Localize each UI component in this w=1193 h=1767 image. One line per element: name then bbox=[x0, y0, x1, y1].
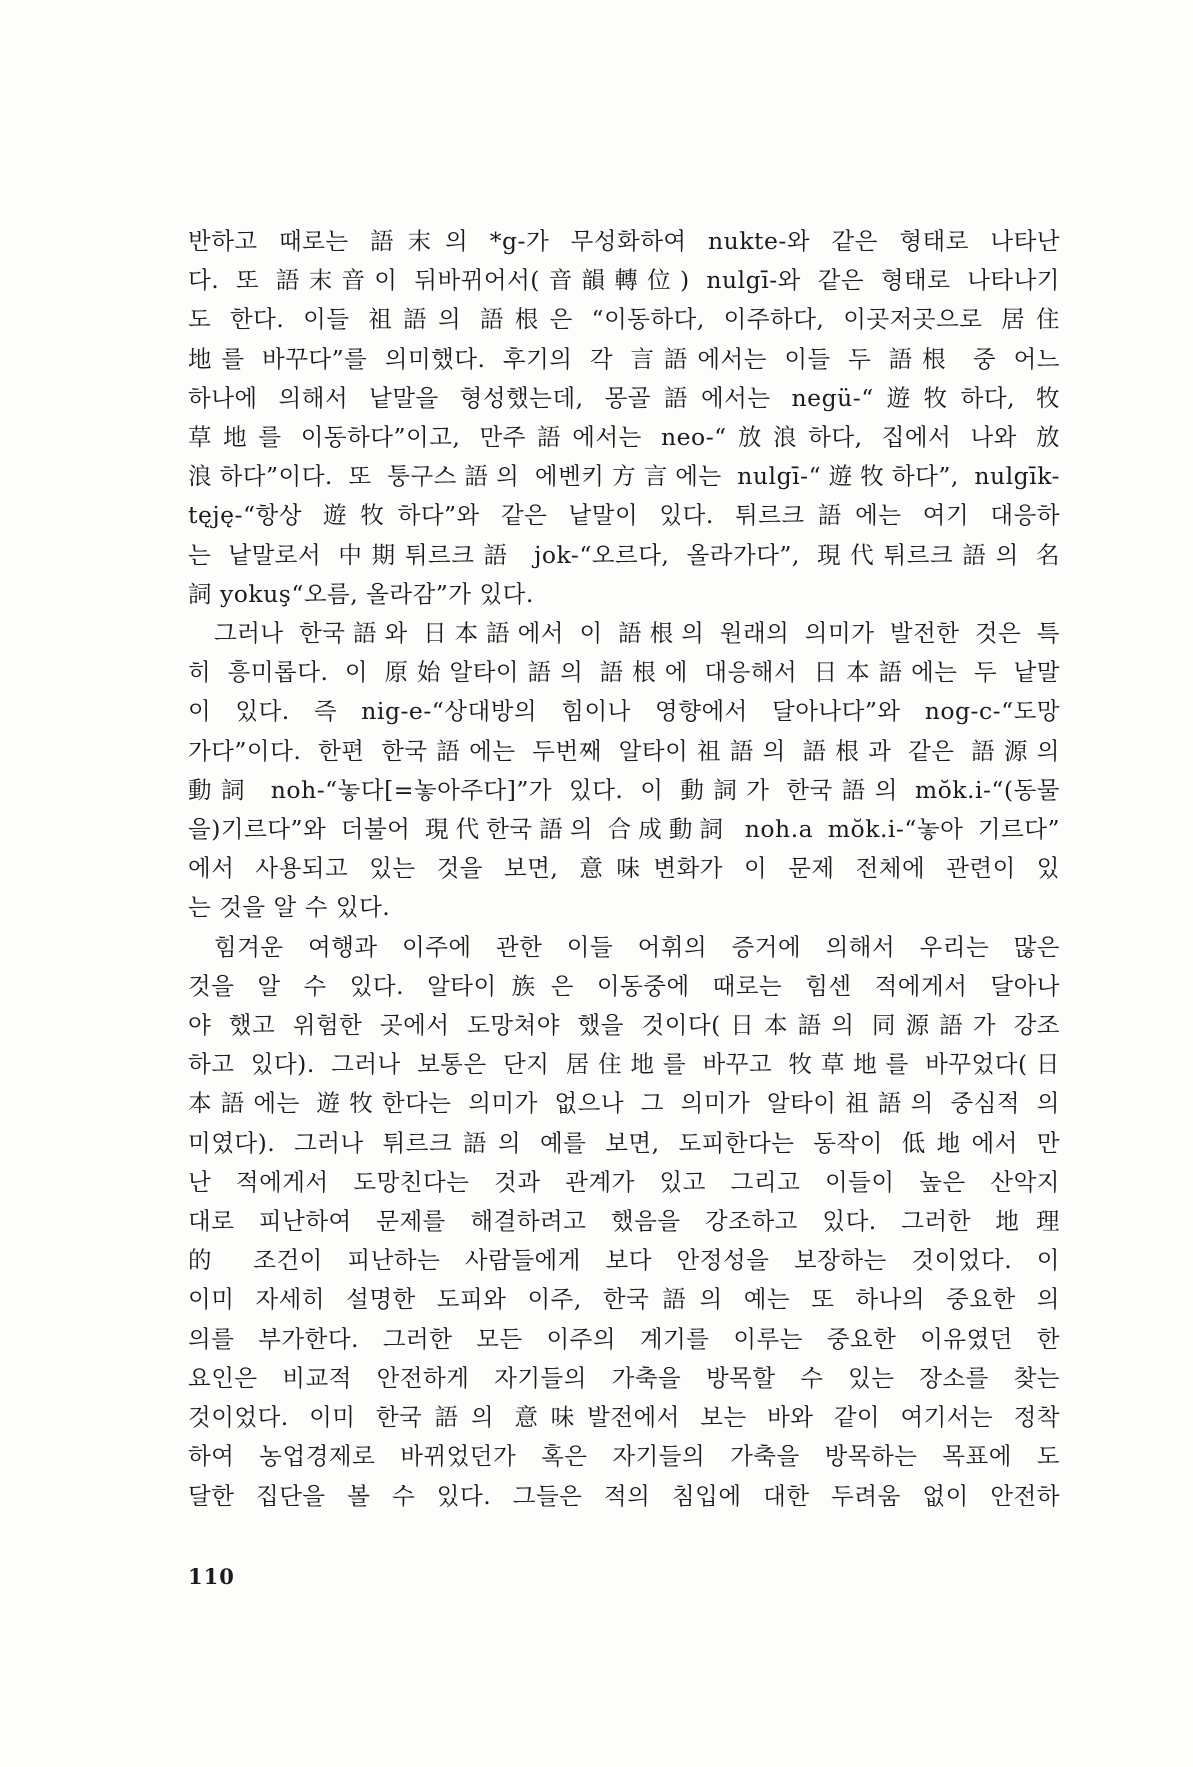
text-line: 本語에는 遊牧한다는 의미가 없으나 그 의미가 알타이祖語의 중심적 의 bbox=[188, 1089, 1060, 1118]
text-line: 的 조건이 피난하는 사람들에게 보다 안정성을 보장하는 것이었다. 이 bbox=[188, 1246, 1060, 1275]
text-line: 을)기르다”와 더불어 現代한국語의 合成動詞 noh.a mŏk.i-“놓아 기르다” bbox=[188, 815, 1060, 844]
text-line: 하여 농업경제로 바뀌었던가 혹은 자기들의 가축을 방목하는 목표에 도 bbox=[188, 1442, 1060, 1471]
text-line: 난 적에게서 도망친다는 것과 관계가 있고 그리고 이들이 높은 산악지 bbox=[188, 1167, 1060, 1196]
text-line: 것이었다. 이미 한국語의 意味발전에서 보는 바와 같이 여기서는 정착 bbox=[188, 1403, 1060, 1432]
text-line: 하나에 의해서 낱말을 형성했는데, 몽골語에서는 negü-“遊牧하다, 牧 bbox=[188, 383, 1060, 412]
text-line: 이 있다. 즉 nig-e-“상대방의 힘이나 영향에서 달아나다”와 nog-c-“도망 bbox=[188, 697, 1060, 726]
text-line: 草地를 이동하다”이고, 만주語에서는 neo-“放浪하다, 집에서 나와 放 bbox=[188, 423, 1060, 452]
body-text bbox=[188, 222, 1060, 1516]
text-line: 詞 yokuş“오름, 올라감”가 있다. bbox=[188, 579, 534, 608]
text-line: 요인은 비교적 안전하게 자기들의 가축을 방목할 수 있는 장소를 찾는 bbox=[188, 1363, 1060, 1392]
text-line: 浪하다”이다. 또 퉁구스語의 에벤키方言에는 nulgī-“遊牧하다”, nulgīk- bbox=[188, 462, 1060, 491]
text-line: 히 흥미롭다. 이 原始알타이語의 語根에 대응해서 日本語에는 두 낱말 bbox=[188, 658, 1060, 687]
text-line: 이미 자세히 설명한 도피와 이주, 한국語의 예는 또 하나의 중요한 의 bbox=[188, 1285, 1060, 1314]
text-line: 地를 바꾸다”를 의미했다. 후기의 각 言語에서는 이들 두 語根 중 어느 bbox=[188, 344, 1060, 373]
text-line: 힘겨운 여행과 이주에 관한 이들 어휘의 증거에 의해서 우리는 많은 bbox=[214, 932, 1060, 961]
text-line: 하고 있다). 그러나 보통은 단지 居住地를 바꾸고 牧草地를 바꾸었다(日 bbox=[188, 1050, 1060, 1079]
text-line: 動詞 noh-“놓다[=놓아주다]”가 있다. 이 動詞가 한국語의 mŏk.i-“(동물 bbox=[188, 775, 1060, 804]
page-number: 110 bbox=[188, 1564, 235, 1589]
text-line: 야 했고 위험한 곳에서 도망쳐야 했을 것이다(日本語의 同源語가 강조 bbox=[188, 1011, 1060, 1040]
text-line: tęję-“항상 遊牧하다”와 같은 낱말이 있다. 튀르크語에는 여기 대응하 bbox=[188, 501, 1060, 530]
text-line: 는 낱말로서 中期튀르크語 jok-“오르다, 올라가다”, 現代튀르크語의 名 bbox=[188, 540, 1060, 569]
text-line: 의를 부가한다. 그러한 모든 이주의 계기를 이루는 중요한 이유였던 한 bbox=[188, 1324, 1060, 1353]
text-line: 미였다). 그러나 튀르크語의 예를 보면, 도피한다는 동작이 低地에서 만 bbox=[188, 1128, 1060, 1157]
text-line: 대로 피난하여 문제를 해결하려고 했음을 강조하고 있다. 그러한 地理 bbox=[188, 1207, 1060, 1236]
text-line: 반하고 때로는 語末의 *g-가 무성화하여 nukte-와 같은 형태로 나타난 bbox=[188, 227, 1060, 255]
text-line: 는 것을 알 수 있다. bbox=[188, 893, 391, 922]
text-line: 다. 또 語末音이 뒤바뀌어서(音韻轉位) nulgī-와 같은 형태로 나타나기 bbox=[188, 266, 1060, 295]
text-line: 가다”이다. 한편 한국語에는 두번째 알타이祖語의 語根과 같은 語源의 bbox=[188, 736, 1060, 765]
text-line: 도 한다. 이들 祖語의 語根은 “이동하다, 이주하다, 이곳저곳으로 居住 bbox=[188, 305, 1060, 334]
text-line: 그러나 한국語와 日本語에서 이 語根의 원래의 의미가 발전한 것은 특 bbox=[214, 619, 1060, 648]
text-line: 달한 집단을 볼 수 있다. 그들은 적의 침입에 대한 두려움 없이 안전하 bbox=[188, 1481, 1060, 1510]
text-line: 것을 알 수 있다. 알타이族은 이동중에 때로는 힘센 적에게서 달아나 bbox=[188, 971, 1060, 1000]
text-line: 에서 사용되고 있는 것을 보면, 意味변화가 이 문제 전체에 관련이 있 bbox=[188, 854, 1060, 883]
